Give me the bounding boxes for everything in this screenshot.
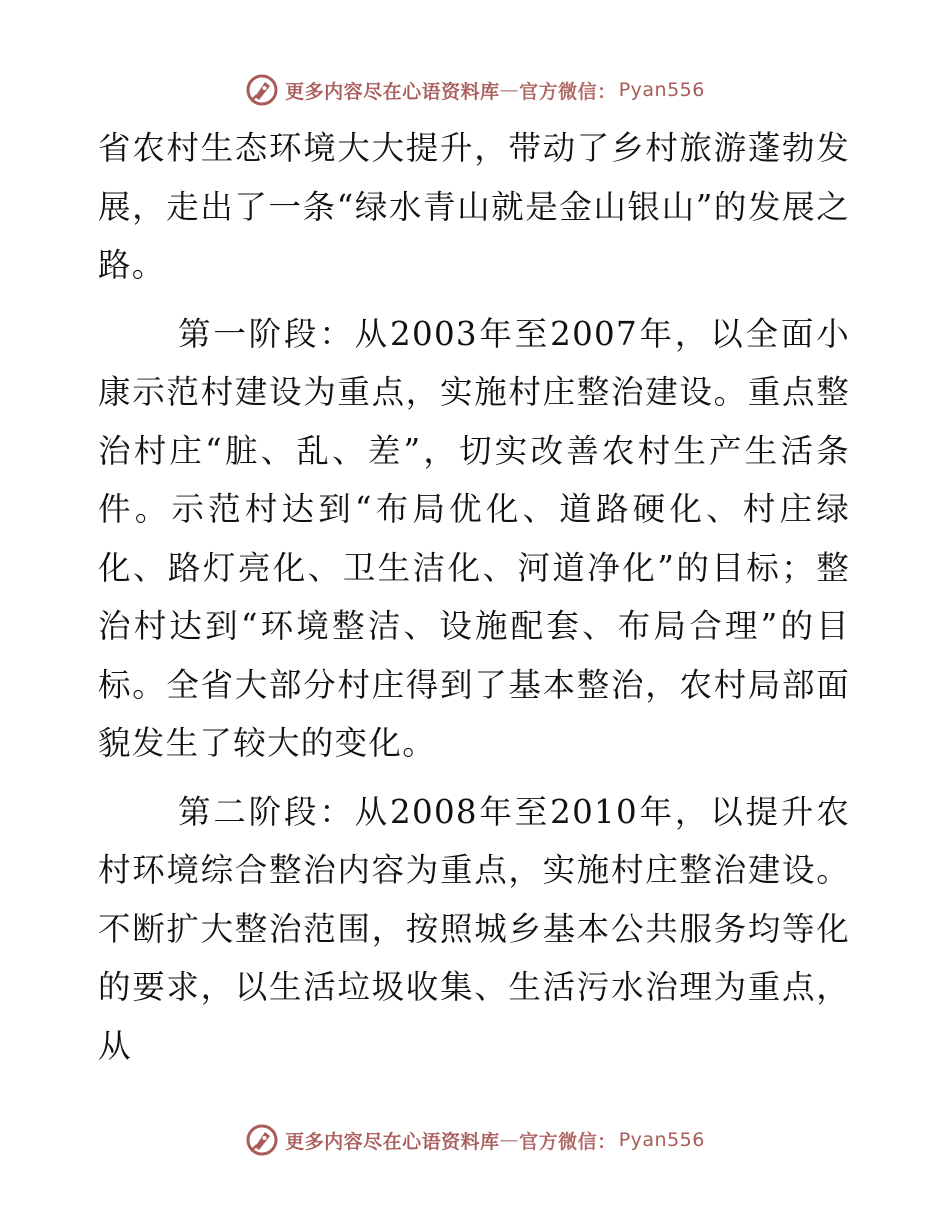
paragraph-stage-two: 第二阶段：从2008年至2010年，以提升农村环境综合整治内容为重点，实施村庄整治建设。不断扩大整治范围，按照城乡基本公共服务均等化的要求，以生活垃圾收集、生活污水治理为重点，从 xyxy=(98,792,850,1065)
watermark-dash: — xyxy=(499,79,520,101)
paragraph-continuation: 省农村生态环境大大提升，带动了乡村旅游蓬勃发展，走出了一条“绿水青山就是金山银山”的发展之路。 xyxy=(98,129,850,284)
pen-nib-logo-icon xyxy=(245,73,279,107)
watermark-wechat-label: 官方微信： xyxy=(519,80,617,103)
watermark-dash: — xyxy=(499,1129,520,1151)
pen-nib-logo-icon xyxy=(245,1123,279,1157)
watermark-text: 更多内容尽在心语资料库 xyxy=(285,80,500,103)
paragraph-stage-one: 第一阶段：从2003年至2007年，以全面小康示范村建设为重点，实施村庄整治建设。重点整治村庄“脏、乱、差”，切实改善农村生产生活条件。示范村达到“布局优化、道路硬化、村庄绿化、路灯亮化、卫生洁化、河道净化”的目标；整治村达到“环境整洁、设施配套、布局合理”的目标。全省大部分村庄得到了基本整治，农村局部面貌发生了较大的变化。 xyxy=(98,314,850,762)
watermark-wechat-id: Pyan556 xyxy=(618,1129,705,1151)
watermark-wechat-id: Pyan556 xyxy=(618,79,705,101)
watermark-wechat-label: 官方微信： xyxy=(519,1130,617,1153)
footer-watermark xyxy=(0,1120,950,1160)
header-watermark xyxy=(0,70,950,110)
document-body xyxy=(98,119,850,1075)
watermark-text: 更多内容尽在心语资料库 xyxy=(285,1130,500,1153)
